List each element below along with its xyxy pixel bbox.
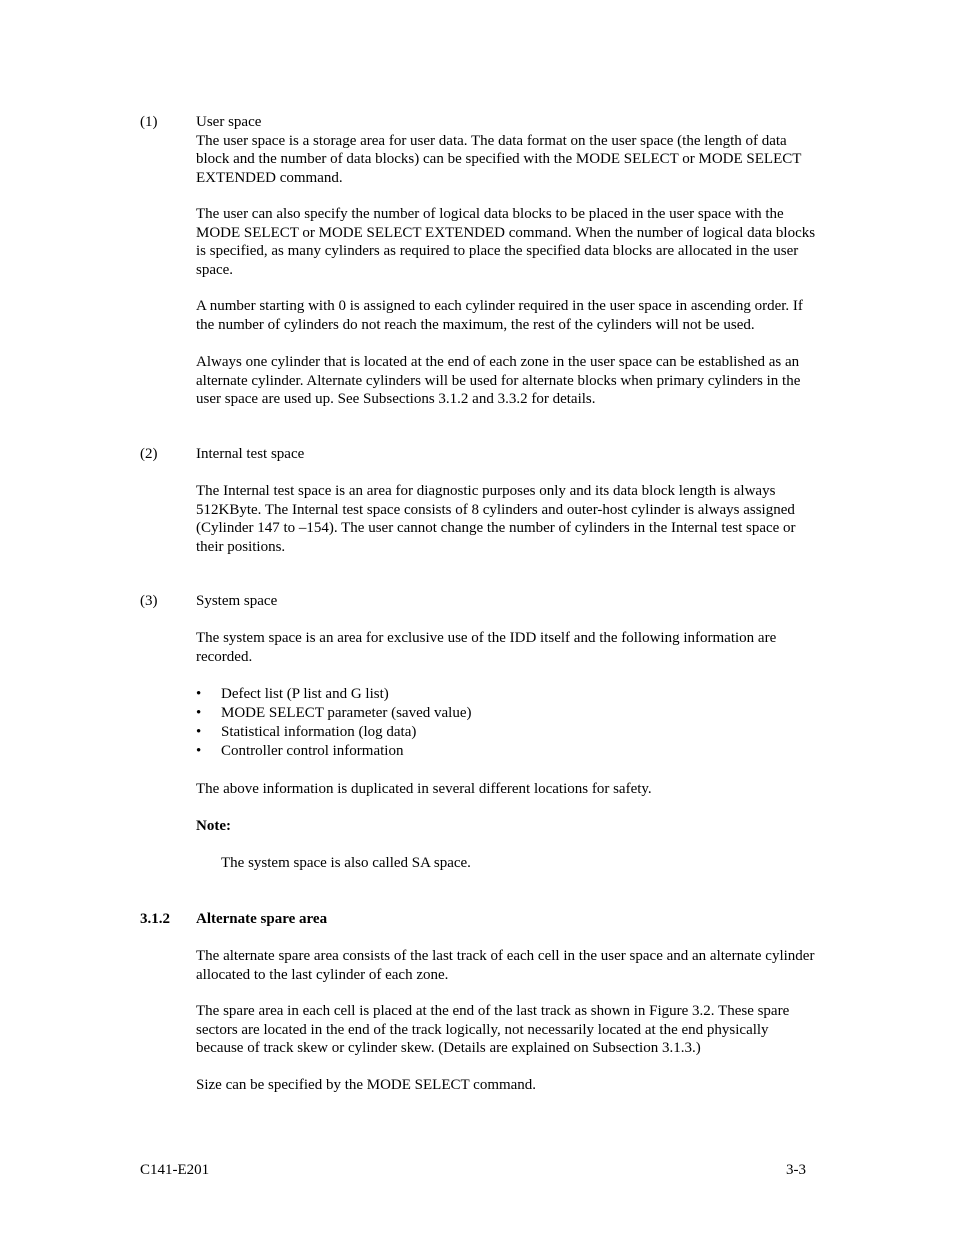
section-2-number: (2) bbox=[140, 446, 158, 462]
subsection-paragraph-3: Size can be specified by the MODE SELECT command. bbox=[196, 1077, 537, 1093]
note-label: Note: bbox=[196, 818, 231, 834]
section-1-paragraph-4: Always one cylinder that is located at the end of each zone in the user space can be established as an alternate cylinder. Alternate cylinders will be used for alternate blocks when primary cylinders in the user space are used up. See Subsections 3.1.2 and 3.3.2 for details. bbox=[196, 354, 801, 407]
subsection-title: Alternate spare area bbox=[196, 911, 328, 927]
section-3-paragraph-1: The system space is an area for exclusive use of the IDD itself and the following information are recorded. bbox=[196, 630, 777, 665]
subsection-paragraph-2: The spare area in each cell is placed at the end of the last track as shown in Figure 3.2. These spare sectors are located in the end of the track logically, not necessarily located at the end physically because of track skew or cylinder skew. (Details are explained on Subsection 3.1.3.) bbox=[196, 1003, 790, 1056]
section-1-paragraph-3: A number starting with 0 is assigned to each cylinder required in the user space in ascending order. If the number of cylinders do not reach the maximum, the rest of the cylinders will not be used. bbox=[196, 298, 803, 333]
list-item: • MODE SELECT parameter (saved value) bbox=[196, 705, 472, 721]
section-2-title: Internal test space bbox=[196, 446, 305, 462]
section-3-paragraph-2: The above information is duplicated in several different locations for safety. bbox=[196, 781, 652, 797]
list-item: • Statistical information (log data) bbox=[196, 724, 417, 740]
bullet-icon: • bbox=[196, 686, 202, 702]
bullet-icon: • bbox=[196, 743, 202, 759]
note-text: The system space is also called SA space. bbox=[221, 855, 471, 871]
section-1-paragraph-2: The user can also specify the number of logical data blocks to be placed in the user space with the MODE SELECT or MODE SELECT EXTENDED command. When the number of logical data blocks is specified, as many cylinders as required to place the specified data blocks are allocated in the user space. bbox=[196, 206, 816, 278]
footer-page-number: 3-3 bbox=[786, 1162, 806, 1178]
subsection-number: 3.1.2 bbox=[140, 911, 170, 927]
section-3-title: System space bbox=[196, 593, 278, 609]
section-3-number: (3) bbox=[140, 593, 158, 609]
system-space-bullet-list bbox=[196, 685, 818, 761]
section-1-paragraph-1: The user space is a storage area for user data. The data format on the user space (the length of data block and the number of data blocks) can be specified with the MODE SELECT or MODE SELECT EXTENDED command. bbox=[196, 132, 802, 186]
list-item: • Controller control information bbox=[196, 743, 404, 759]
footer-doc-id: C141-E201 bbox=[140, 1162, 210, 1178]
bullet-icon: • bbox=[196, 705, 202, 721]
subsection-paragraph-1: The alternate spare area consists of the last track of each cell in the user space and an alternate cylinder allocated to the last cylinder of each zone. bbox=[196, 948, 815, 983]
list-item: • Defect list (P list and G list) bbox=[196, 686, 389, 702]
section-2-paragraph-1: The Internal test space is an area for diagnostic purposes only and its data block length is always 512KByte. The Internal test space consists of 8 cylinders and outer-host cylinder is always assigned (Cylinder 147 to –154). The user cannot change the number of cylinders in the Internal test space or their positions. bbox=[196, 483, 796, 555]
section-1-body bbox=[196, 113, 818, 187]
section-1-title: User space bbox=[196, 114, 262, 130]
bullet-icon: • bbox=[196, 724, 202, 740]
section-1-number: (1) bbox=[140, 114, 158, 130]
